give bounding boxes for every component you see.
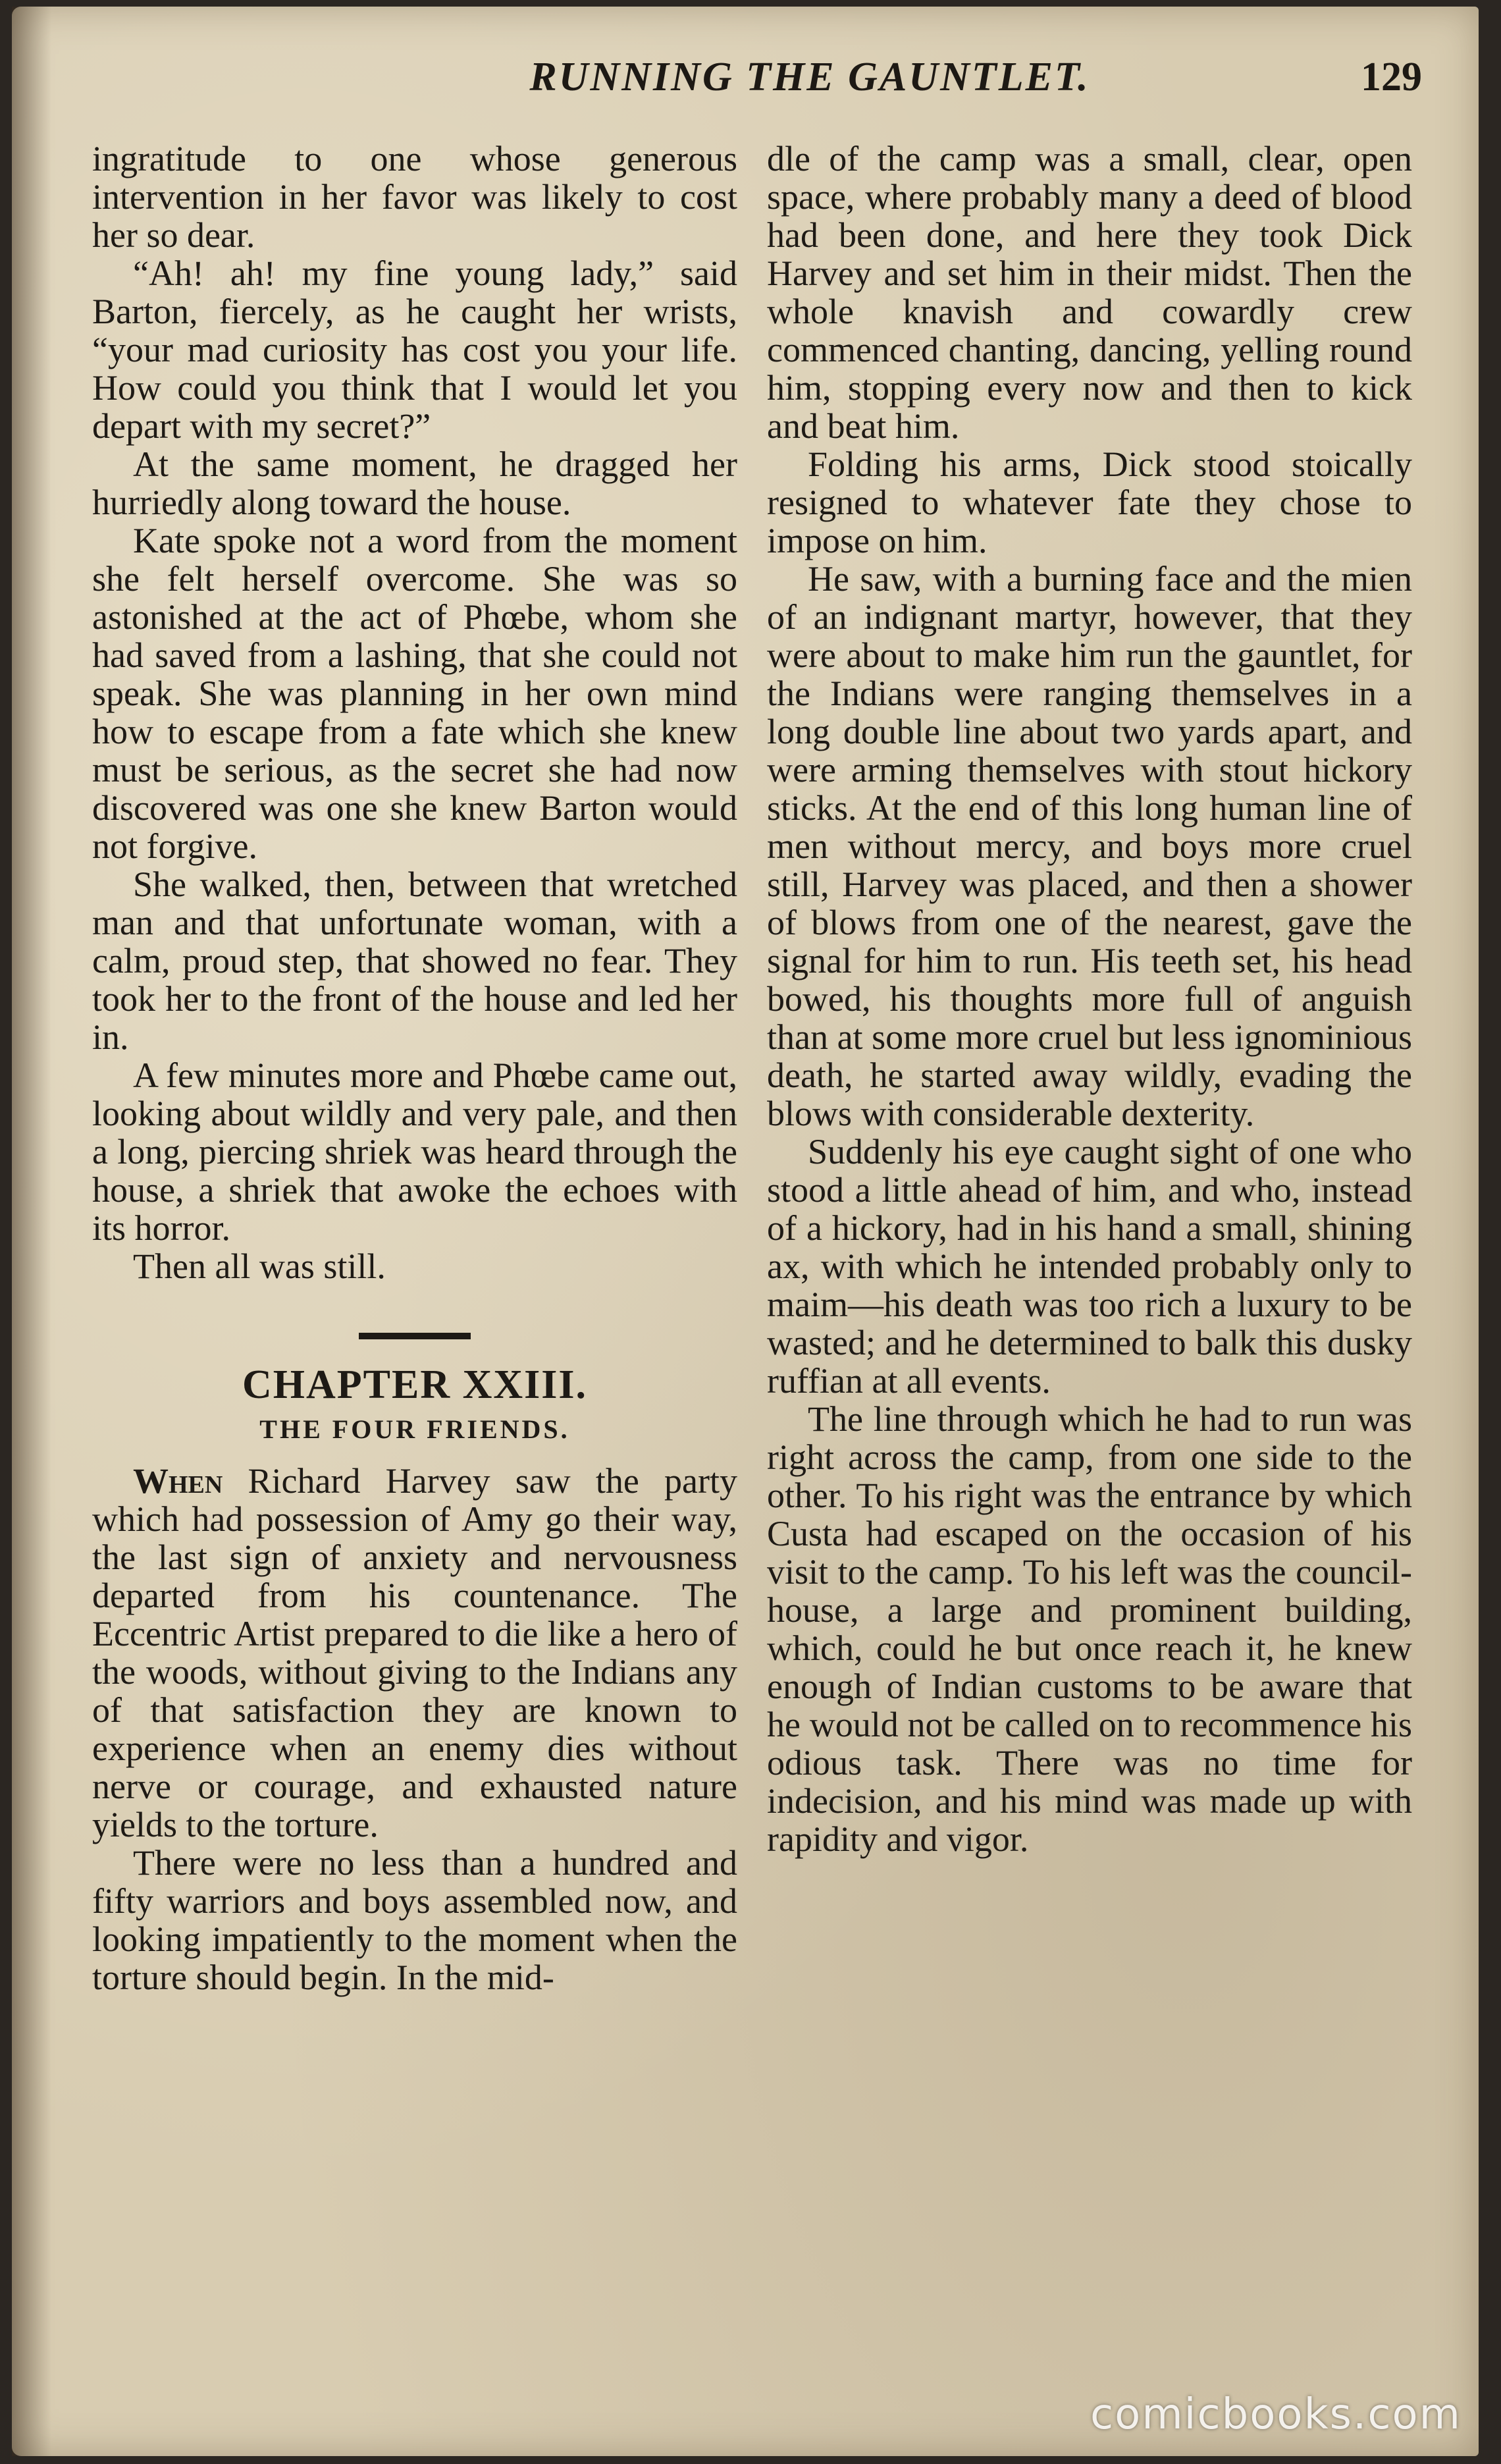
lead-word: When — [133, 1461, 223, 1501]
paragraph: Folding his arms, Dick stood stoically resigned to whatever fate they chose to impose on him. — [767, 444, 1412, 560]
right-column — [767, 140, 1412, 2332]
page-header — [92, 54, 1422, 113]
chapter-divider — [359, 1333, 471, 1339]
paragraph-text: Richard Harvey saw the party which had possession of Amy go their way, the last sign of anxiety and nervousness departed from his countenance. The Eccentric Artist prepared to die like a hero of the woods, without giving to the Indians any of that satisfaction they are known to experience when an enemy dies without nerve or courage, and exhausted nature yields to the torture. — [92, 1461, 737, 1844]
paragraph: At the same moment, he dragged her hurriedly along toward the house. — [92, 444, 737, 522]
site-watermark: comicbooks.com — [1090, 2390, 1462, 2439]
chapter-subtitle: THE FOUR FRIENDS. — [259, 1414, 570, 1444]
page-number: 129 — [1361, 55, 1422, 99]
page-spine-shadow — [12, 7, 51, 2456]
paragraph: dle of the camp was a small, clear, open space, where probably many a deed of blood had been done, and here they took Dick Harvey and set him in their midst. Then the whole knavish and cowardly crew commenced chanting, dancing, yelling round him, stopping every now and then to kick and beat him. — [767, 140, 1412, 446]
chapter-opening-paragraph — [92, 1462, 737, 1844]
running-title: RUNNING THE GAUNTLET. — [529, 55, 1090, 99]
paragraph: She walked, then, between that wretched man and that unfortunate woman, with a calm, proud step, that showed no fear. They took her to the front of the house and led her in. — [92, 865, 737, 1057]
chapter-title: CHAPTER XXIII. — [242, 1362, 588, 1407]
paragraph: Suddenly his eye caught sight of one who stood a little ahead of him, and who, instead of a hickory, had in his hand a small, shining ax, with which he intended probably only to maim—his death was too rich a luxury to be wasted; and he determined to balk this dusky ruffian at all events. — [767, 1132, 1412, 1401]
paragraph: The line through which he had to run was right across the camp, from one side to the other. To his right was the entrance by which Custa had escaped on the occasion of his visit to the camp. To his left was the council-house, a large and prominent building, which, could he but once reach it, he knew enough of Indian customs to be aware that he would not be called on to recommence his odious task. There was no time for indecision, and his mind was made up with rapidity and vigor. — [767, 1399, 1412, 1859]
paragraph: Then all was still. — [133, 1246, 386, 1286]
left-column — [92, 140, 737, 2332]
paragraph: There were no less than a hundred and fifty warriors and boys assembled now, and looking impatiently to the moment when the torture should begin. In the mid- — [92, 1843, 737, 1997]
paragraph: ingratitude to one whose generous intervention in her favor was likely to cost her so dear. — [92, 140, 737, 255]
paragraph: Kate spoke not a word from the moment she felt herself overcome. She was so astonished at the act of Phœbe, whom she had saved from a lashing, that she could not speak. She was planning in her own mind how to escape from a fate which she knew must be serious, as the secret she had now discovered was one she knew Barton would not forgive. — [92, 521, 737, 866]
paragraph: A few minutes more and Phœbe came out, looking about wildly and very pale, and then a long, piercing shriek was heard through the house, a shriek that awoke the echoes with its horror. — [92, 1056, 737, 1248]
paragraph: “Ah! ah! my fine young lady,” said Barton, fiercely, as he caught her wrists, “your mad curiosity has cost you your life. How could you think that I would let you depart with my secret?” — [92, 254, 737, 446]
paragraph: He saw, with a burning face and the mien of an indignant martyr, however, that they were about to make him run the gauntlet, for the Indians were ranging themselves in a long double line about two yards apart, and were arming themselves with stout hickory sticks. At the end of this long human line of men without mercy, and boys more cruel still, Harvey was placed, and then a shower of blows from one of the nearest, gave the signal for him to run. His teeth set, his head bowed, his thoughts more full of anguish than at some more cruel but less ignominious death, he started away wildly, evading the blows with considerable dexterity. — [767, 559, 1412, 1133]
